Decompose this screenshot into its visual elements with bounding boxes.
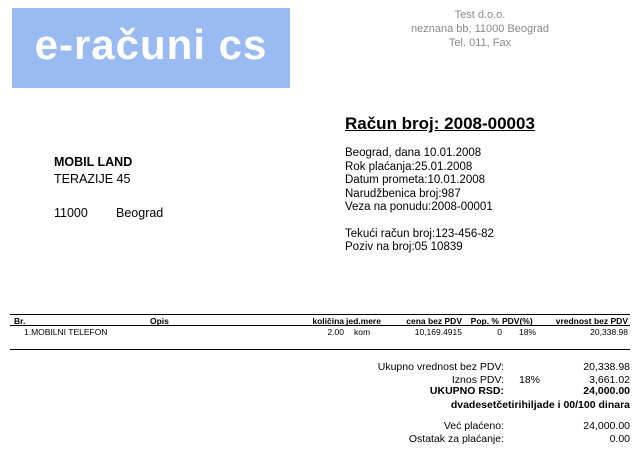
company-name: Test d.o.o. [454,9,506,21]
table-bottom-rule [10,349,630,350]
invoice-offer-reference: Veza na ponudu:2008-00001 [345,201,493,213]
logo-text: e-računi cs [34,21,268,68]
column-header-vat: PDV(%) [502,316,533,326]
row-quantity: 2.00 [327,327,344,337]
column-header-quantity: količina [312,316,344,326]
subtotal-label: Ukupno vrednost bez PDV: [377,361,504,373]
buyer-zip: 11000 [54,206,88,220]
invoice-payment-reference: Poziv na broj:05 10839 [345,241,463,253]
vat-rate: 18% [519,374,541,386]
company-phone: Tel. 011, Fax [448,37,512,49]
table-top-rule [10,314,630,315]
buyer-city [54,206,163,220]
column-header-description: Opis [150,316,169,326]
invoice-meta [345,147,494,255]
row-vat: 18% [519,327,537,337]
total-in-words: dvadesetčetirihiljade i 00/100 dinara [450,399,630,411]
logo-banner [12,8,290,88]
invoice-bank-account: Tekući račun broj:123-456-82 [345,227,494,240]
row-price: 10,169.4915 [414,327,462,337]
subtotal-value: 20,338.98 [583,361,630,373]
remaining-value: 0.00 [609,433,630,445]
row-value: 20,338.98 [590,327,628,337]
row-unit: kom [354,327,371,337]
invoice-turnover-date: Datum prometa:10.01.2008 [345,174,486,186]
vat-amount-value: 3,661.02 [589,374,630,386]
paid-value: 24,000.00 [583,420,630,432]
paid-label: Već plaćeno: [443,420,504,432]
row-description: 1.MOBILNI TELEFON [24,327,108,337]
company-info [370,8,590,50]
invoice-title: Račun broj: 2008-00003 [345,114,535,133]
total-value: 24,000.00 [583,385,630,397]
invoice-due-date: Rok plaćanja:25.01.2008 [345,160,473,173]
row-discount: 0 [497,327,502,337]
invoice-date: Beograd, dana 10.01.2008 [345,147,482,159]
total-label: UKUPNO RSD: [429,385,504,397]
buyer-street: TERAZIJE 45 [54,172,131,186]
company-address: neznana bb, 11000 Beograd [410,23,550,35]
remaining-label: Ostatak za plaćanje: [408,433,504,445]
column-header-price: cena bez PDV [406,316,462,326]
column-header-no: Br. [14,316,26,326]
buyer-city-name: Beograd [116,206,164,220]
vat-amount-label: Iznos PDV: [451,374,504,386]
column-header-discount: Pop. % [470,316,499,326]
column-header-value: vrednost bez PDV [555,316,628,326]
invoice-order-number: Narudžbenica broj:987 [345,187,461,200]
column-header-unit: jed.mere [346,316,381,326]
buyer-name: MOBIL LAND [54,155,133,169]
